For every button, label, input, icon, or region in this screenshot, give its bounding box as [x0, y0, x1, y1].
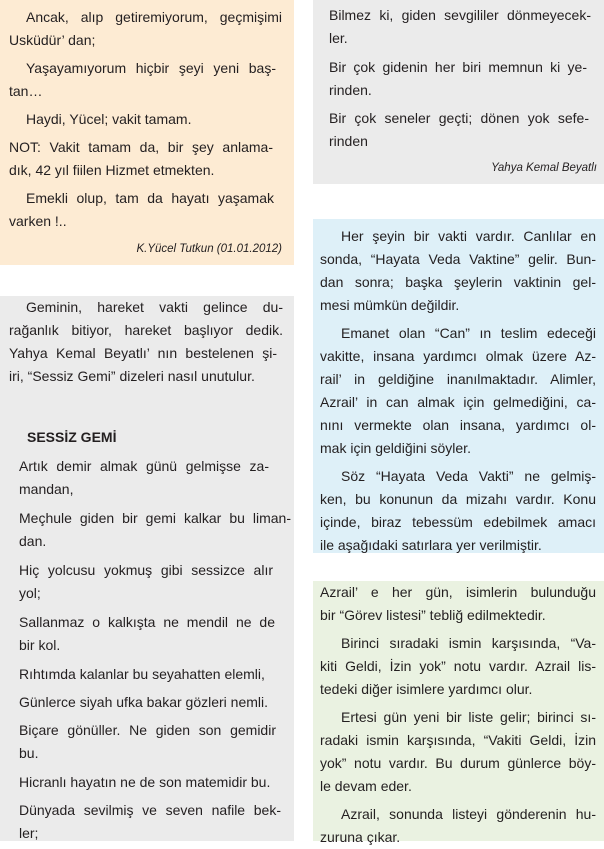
text-line: Yahya Kemal Beyatlı’ nın bestelenen şi-: [9, 345, 277, 361]
text-line: dık, 42 yıl fiilen Hizmet etmekten.: [9, 162, 215, 178]
poem-line: Hiç yolcusu yokmuş gibi sessizce alır: [19, 562, 273, 578]
text-line: Azrail, sonunda listeyi gönderenin hu-: [341, 806, 596, 822]
poem-box: [0, 296, 294, 841]
text-line: zuruna çıkar.: [320, 829, 401, 845]
poem-line: Bir çok seneler geçti; dönen yok sefe-: [329, 110, 589, 126]
text-line: Her şeyin bir vakti vardır. Canlılar en: [341, 228, 596, 244]
poem-line: Sallanmaz o kalkışta ne mendil ne de: [19, 614, 275, 630]
text-line: kiti Geldi, İzin yok” notu vardır. Azrail lis-: [320, 658, 596, 674]
poem-line: yol;: [19, 585, 41, 601]
poem-line: ler;: [19, 825, 39, 841]
text-line: Azrail’ in can almak için gelmediğini, ca-: [320, 394, 596, 410]
text-line: mesi mümkün değildir.: [320, 297, 460, 313]
poem-line: Artık demir almak günü gelmişse za-: [19, 458, 269, 474]
text-line: sonda, “Hayata Veda Vaktine” gelir. Bun-: [320, 251, 596, 267]
azrail-humor-box: [313, 581, 604, 845]
text-line: mak için geldiğini söyler.: [320, 440, 471, 456]
poem-line: rinden: [329, 133, 368, 149]
poem-line: dan.: [19, 533, 47, 549]
text-line: iri, “Sessiz Gemi” dizeleri nasıl unutulur.: [9, 368, 255, 384]
text-line: Ertesi gün yeni bir liste gelir; birinci sı-: [341, 709, 596, 725]
text-line: Birinci sıradaki ismin karşısında, “Va-: [341, 635, 596, 651]
text-line: nını vermekte olan insana, yardımcı ol-: [320, 417, 596, 433]
poem-line: Günlerce siyah ufka bakar gözleri nemli.: [19, 694, 269, 710]
text-line: rağanlık bitiyor, hareket başlıyor dedik.: [9, 322, 283, 338]
signature: Yahya Kemal Beyatlı: [491, 162, 597, 174]
text-line: radaki ismin karşısında, “Vakiti Geldi, İzin: [320, 732, 596, 748]
text-line: rail’ in geldiğine inanılmaktadır. Alimler,: [320, 371, 596, 387]
text-line: Usküdür’ dan;: [9, 32, 96, 48]
text-line: Ancak, alıp getiremiyorum, geçmişimi: [26, 9, 282, 25]
poem-line: Rıhtımda kalanlar bu seyahatten elemli,: [19, 666, 265, 682]
text-line: tan…: [9, 83, 43, 99]
text-line: bir “Görev listesi” tebliğ edilmektedir.: [320, 607, 546, 623]
text-line: Emanet olan “Can” ın teslim edeceği: [341, 325, 596, 341]
poem-line: mandan,: [19, 481, 74, 497]
text-line: varken !..: [9, 213, 67, 229]
text-line: Emekli olup, tam da hayatı yaşamak: [26, 190, 274, 206]
text-line: Söz “Hayata Veda Vakti” ne gelmiş-: [341, 468, 596, 484]
text-line: Yaşayamıyorum hiçbir şeyi yeni baş-: [26, 60, 276, 76]
poem-title: SESSİZ GEMİ: [27, 429, 117, 445]
text-line: Haydi, Yücel; vakit tamam.: [26, 111, 192, 127]
poem-line: Meçhule giden bir gemi kalkar bu liman-: [19, 510, 291, 526]
poem-continuation-box: [313, 0, 604, 184]
closing-letter-box: [0, 0, 294, 265]
poem-line: bir kol.: [19, 637, 61, 653]
text-line: tedeki diğer isimlere yardımcı olur.: [320, 681, 533, 697]
poem-line: ler.: [329, 30, 348, 46]
text-line: yok” notu vardır. Bu durum günlerce böy-: [320, 755, 596, 771]
text-line: Geminin, hareket vakti gelince du-: [26, 299, 283, 315]
text-line: ken, bu konunun da mizahı vardır. Konu: [320, 491, 596, 507]
text-line: vakitte, insana yardımcı olmak üzere Az-: [320, 348, 596, 364]
poem-line: Hicranlı hayatın ne de son matemidir bu.: [19, 774, 271, 790]
poem-line: Biçare gönüller. Ne giden son gemidir: [19, 722, 276, 738]
poem-line: Bir çok gidenin her biri memnun ki ye-: [329, 59, 587, 75]
farewell-time-box: [313, 219, 604, 553]
signature: K.Yücel Tutkun (01.01.2012): [136, 243, 282, 255]
text-line: dan sonra; başka şeylerin vaktinin gel-: [320, 274, 596, 290]
text-line: ile aşağıdaki satırlara yer verilmiştir.: [320, 537, 542, 553]
poem-line: Bilmez ki, giden sevgililer dönmeyecek-: [329, 7, 591, 23]
poem-line: Dünyada sevilmiş ve seven nafile bek-: [19, 802, 281, 818]
text-line: Azrail’ e her gün, isimlerin bulunduğu: [320, 584, 596, 600]
text-line: içinde, biraz tebessüm edebilmek amacı: [320, 514, 596, 530]
poem-line: bu.: [19, 745, 39, 761]
text-line: le devam eder.: [320, 778, 412, 794]
poem-line: rinden.: [329, 82, 372, 98]
text-line: NOT: Vakit tamam da, bir şey anlama-: [9, 139, 273, 155]
